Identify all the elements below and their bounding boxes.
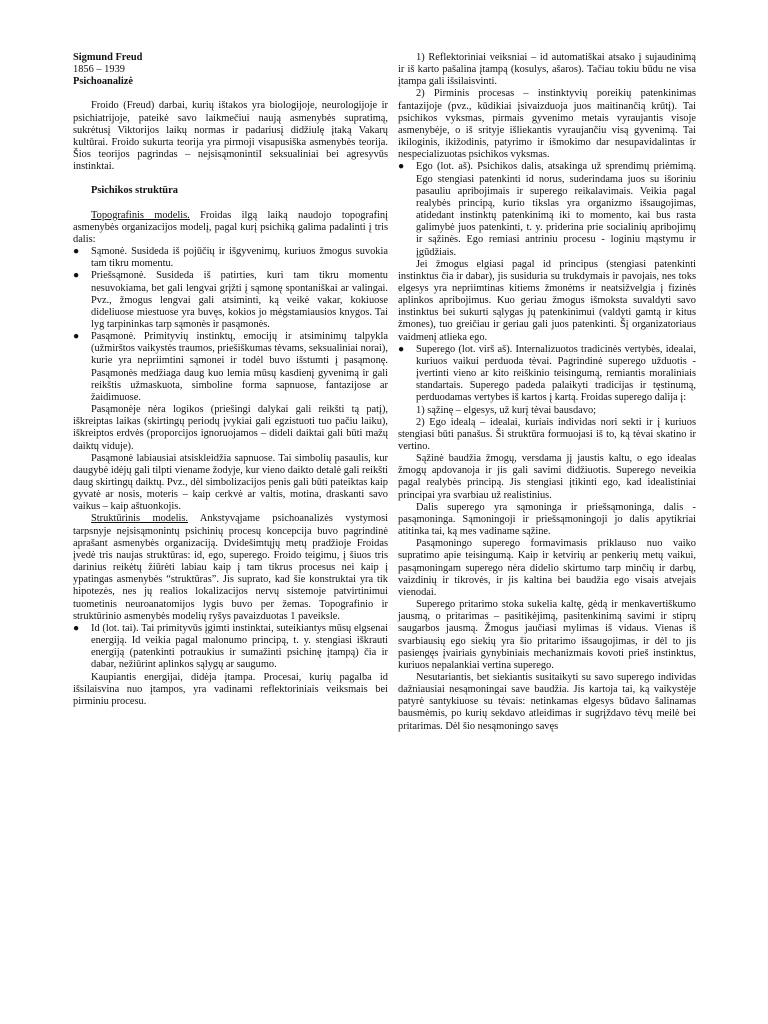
reflex-actions-paragraph: 1) Reflektoriniai veiksniai – id automatiškai atsako į sujaudinimą ir iš karto pašalina įtampą (kosulys, ašaros). Tačiau tokiu būdu ne visa įtampa gali išsilaisvinti. (398, 52, 696, 88)
bullet-text: Id (lot. tai). Tai primityvūs įgimti instinktai, suteikiantys mūsų elgsenai energiją. Id veikia pagal malonumo principą, t. y. stengiasi iškrauti energiją (patenkinti potraukius ir sumažinti psichinę įtampą) čia ir dabar, nežiūrint aplinkos sąlygų ar saugumo. (91, 622, 388, 671)
primary-process-paragraph: 2) Pirminis procesas – instinktyvių poreikių patenkinimas fantazijoje (pvz., kūdikiai įsivaizduoja juos maitinančią krūtį). Tai psichikos vyksmas, pirmais gyvenimo metais vyraujantis visoje asmenybėje, o iš srityje išliekantis vyraujančiu visą gyvenimą. Tai ikiloginis, ikižodinis, patyrimo ir išmokimo dar nesupavidalintas ir nespecializuotas psichikos vyksmas. (398, 88, 696, 161)
bullet-icon: ● (73, 622, 80, 634)
bullet-icon: ● (73, 246, 80, 258)
right-column (398, 52, 696, 733)
structural-model-label: Struktūrinis modelis. (91, 513, 188, 525)
bullet-icon: ● (398, 161, 405, 173)
bullet-text: Superego (lot. virš aš). Internalizuotos tradicinės vertybės, idealai, kuriuos vaikui perduoda tėvai. Pagrindinė superego užduotis - įvertinti vieno ar kito reiškinio teisingumą, remiantis moraliniais standartais. Superego padeda palaikyti tradicijas ir tęstinumą, perduodamas vertybes iš kartos į kartą. Froidas superego dalija į: (416, 343, 696, 404)
conscience-paragraph: Sąžinė baudžia žmogų, versdama jį jaustis kaltu, o ego idealas žmogų apdovanoja ir jis gali savimi didžiuotis. Superego neveikia pagal realybės principą. Jis stengiasi įtikinti ego, kad idealistiniai principai yra svarbiau už realistinius. (398, 453, 696, 501)
structural-model-paragraph (73, 513, 388, 622)
bullet-text: Sąmonė. Susideda iš pojūčių ir išgyvenimų, kuriuos žmogus suvokia tam tikru momentu. (91, 246, 388, 270)
energy-paragraph: Kaupiantis energijai, didėja įtampa. Procesai, kurių pagalba id išsilaisvina nuo įtampos, yra vadinami reflektoriniais veiksmais bei pirminiu procesu. (73, 671, 388, 707)
superego-part-conscience: 1) sąžinę – elgesys, už kurį tėvai bausdavo; (416, 404, 597, 416)
bullet-item-preconscious (73, 270, 388, 331)
bullet-icon: ● (73, 270, 80, 282)
spacer (73, 198, 388, 210)
topographic-model-label: Topografinis modelis. (91, 209, 190, 221)
structural-model-text: Ankstyvąjame psichoanalizės vystymosi tarpsnyje nejsisąmonintų psichinių procesų koncepcija buvo pagrindinė aprašant asmenybės organizaciją. Dvidešimtųjų metų pradžioje Froidas įvedė tris naujas struktūras: id, ego, superego. Froido teigimu, į šiuos tris darinius reikėtų žiūrėti labiau kaip į tam tikrus procesus nei kaip į ypatingas asmenybės “struktūras”. Jis suprato, kad šie konstruktai yra tik hipotezės, nes jų realios lokalizacijos nervų sistemoje patvirtinimui tuometinis neuroanatomijos lygis buvo per žemas. Topografinio ir struktūrinio asmenybės modelių ryšys pavaizduotas 1 paveiksle. (73, 513, 389, 622)
logic-paragraph: Pasąmonėje nėra logikos (priešingi dalykai gali reikšti tą patį), iškreiptas laikas (skirtingų periodų įvykiai gali egzistuoti tuo pačiu laiku), iškreiptos erdvės (proporcijos ignoruojamos – dideli daiktai gali būti mažų daiktų viduje). (73, 404, 388, 452)
bullet-icon: ● (398, 343, 405, 355)
principle-paragraph: Jei žmogus elgiasi pagal id principus (stengiasi patenkinti instinktus čia ir dabar), jis susiduria su trukdymais ir pavojais, nes toks elgesys yra nepriimtinas kitiems žmonėms ir neatsižvelgia į fizinės aplinkos apribojimus. Kuo geriau žmogus išmoksta suvaldyti savo instinktus bei sukurti sąlygas jų patenkinimui (valdyti gamtą ir kitus žmones), tuo greičiau ir geriau gali juos patenkinti. Šį organizatoriaus vaidmenį atlieka ego. (398, 258, 696, 343)
bullet-text: Priešsąmonė. Susideda iš patirties, kuri tam tikru momentu nesuvokiama, bet gali lengvai grįžti į sąmonę spontaniškai ar valingai. Pvz., žmogus lengvai gali atsiminti, ką veikė vakar, kokiuose dideliuose miestuose yra buvęs, kokios jo mėgstamiausios knygos. Tai lyg tarpininkas tarp sąmonės ir pasąmonės. (91, 270, 388, 330)
bullet-icon: ● (73, 331, 80, 343)
author-years: 1856 – 1939 (73, 64, 125, 76)
superego-formation-paragraph: Pasąmoningo superego formavimasis priklauso nuo vaiko supratimo apie teisingumą. Kaip ir ketvirių ar penkerių metų vaikui, pasąmoningam superego nėra didelio skirtumo tarp minčių ir darbų, vaizdinių ir tikrovės, ir jis kaltina bei baudžia ego visais atvejais vienodai. (398, 538, 696, 598)
bullet-item-unconscious (73, 331, 388, 404)
approval-paragraph: Superego pritarimo stoka sukelia kaltę, gėdą ir menkavertiškumo jausmą, o pritarimas – pasitikėjimą, pasitenkinimą savimi ir stiprų saugarbos jausmą. Žmogus jaučiasi mylimas iš vidaus. Vienas iš svarbiausių ego siekių yra šio pritarimo išsaugojimas, ir dėl to jis pasiengęs įvairiais gynybiniais mechanizmais kovoti prieš instinktus, kuriuos nepalankiai vertina superego. (398, 599, 696, 671)
superego-part-ego-ideal: 2) Ego idealą – idealai, kuriais individas nori sekti ir į kuriuos stengiasi būti panašus. Ši struktūra formuojasi iš to, ką tėvai skatino ir vertino. (398, 416, 696, 452)
author-name: Sigmund Freud (73, 52, 143, 63)
dreams-paragraph: Pasąmonė labiausiai atsiskleidžia sapnuose. Tai simbolių pasaulis, kur daugybė idėjų gali tilpti viename žodyje, kur vieno daikto detalė gali reikšti daug skirtingų daiktų. Pvz., dėl simbolizacijos penis gali būti pateiktas kaip gyvatė ar nosis, moteris – kaip cerkvė ar valtis, motina, draskanti savo vaikus – kaip aštuonkojis. (73, 452, 388, 513)
document-topic: Psichoanalizė (73, 76, 134, 88)
topographic-model-text: Froidas ilgą laiką naudojo topografinį asmenybės organizacijos modelį, pagal kurį psichiką galima padalinti į tris dalis: (73, 209, 388, 245)
left-column (73, 52, 388, 708)
spacer (73, 173, 388, 185)
bullet-item-conscious (73, 246, 388, 270)
spacer (73, 88, 388, 100)
bullet-item-id (73, 623, 388, 672)
superego-parts-paragraph: Dalis superego yra sąmoninga ir priešsąmoninga, dalis - pasąmoninga. Sąmoningoji ir priešsąmoningoji jo dalis apytikriai atitinka tai, ką mes vadiname sąžine. (398, 501, 696, 538)
bullet-text: Ego (lot. aš). Psichikos dalis, atsakinga už sprendimų priėmimą. Ego stengiasi patenkinti id norus, suderindama juos su išoriniu pasauliu apribojimais ir superego reikalavimais. Veikia pagal realybės principą, kurio tikslas yra organizmo išsaugojimas, atidedant instinktų patenkinimą iki to momento, kai bus rasta galimybė juos patenkinti, t. y. priderina prie socialinių apribojimų ir sąžinės. Ego remiasi antriniu procesu - loginiu mąstymu ir įgūdžiais. (416, 161, 696, 258)
bullet-item-superego (398, 344, 696, 405)
self-punishment-paragraph: Nesutariantis, bet siekiantis susitaikyti su savo superego individas dažniausiai nesąmoningai save baudžia. Jis kartoja tai, ką vaikystėje patyrė santykiuose su tėvais: netinkamas elgesys būdavo šalinamas bausmėmis, po kurių sekdavo atleidimas ir sugrįždavo tėvų meilė bei pritarimas. Dėl šio nesąmoningo savęs (398, 671, 696, 732)
bullet-item-ego (398, 161, 696, 258)
bullet-text: Pasąmonė. Primityvių instinktų, emocijų ir atsiminimų talpykla (užmirštos vaikystės traumos, priešiškumas tėvams, seksualiniai norai), kurie yra nepriimtini sąmonei ir todėl buvo išstumti į pasąmonę. Pasąmonės medžiaga daug kuo lemia mūsų kasdienį gyvenimą ir gali reikštis užmaskuota, simboline forma sapnuose, fantazijose ar žaidimuose. (91, 331, 388, 403)
section-title: Psichikos struktūra (91, 185, 178, 197)
intro-paragraph: Froido (Freud) darbai, kurių ištakos yra biologijoje, neurologijoje ir psichiatrijoje, pateikė savo laikmečiui naują asmenybės supratimą, sukrėtusį Viktorijos laikų normas ir padariusį didžiulę įtaką Vakarų kultūrai. Froido sukurta teorija yra pirmoji visapusiška asmenybės teorija. Šios teorijos pagrindas – nejsisąmonintiI seksualiniai bei agresyvūs instinktai. (73, 100, 388, 173)
topographic-model-paragraph (73, 210, 388, 246)
